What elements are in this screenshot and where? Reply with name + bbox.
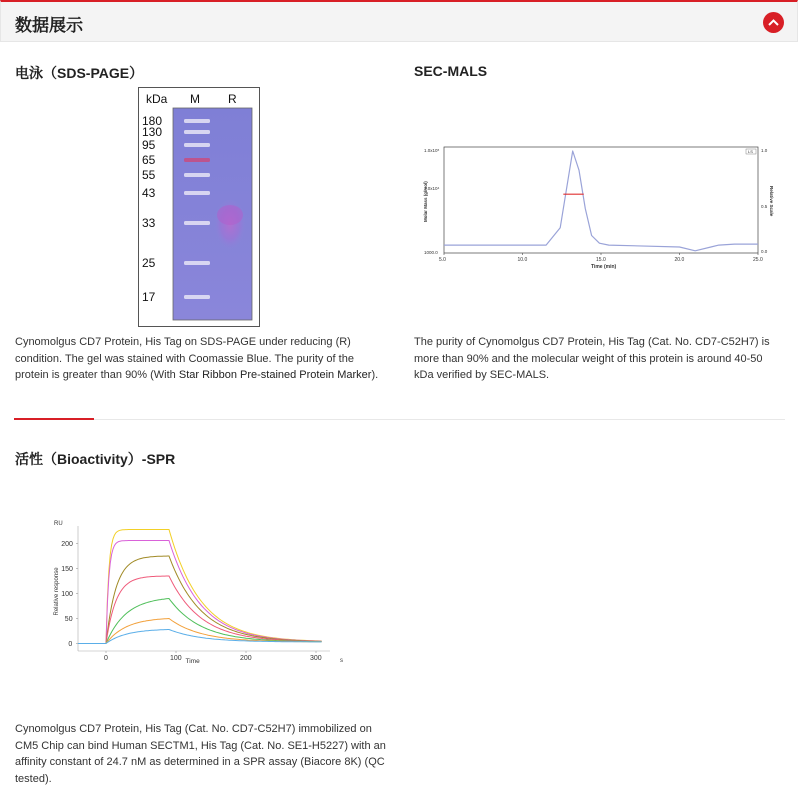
marker-band <box>184 143 210 147</box>
marker-label: 25 <box>142 256 156 270</box>
spr-curve <box>78 630 322 644</box>
spr-caption: Cynomolgus CD7 Protein, His Tag (Cat. No. CD7-C52H7) immobilized on CM5 Chip can bind Human SECTM1, His Tag (Cat. No. SE1-H5227) with an affinity constant of 24.7 nM as determined in a SPR assay (Biacore 8K) (QC tested). <box>15 723 386 785</box>
spr-y-tick: 0 <box>68 641 73 648</box>
spr-title: 活性（Bioactivity）-SPR <box>15 451 176 467</box>
marker-label: 130 <box>142 125 163 139</box>
sec-y-tick-right: 0.5 <box>761 204 768 209</box>
sec-x-tick: 10.0 <box>517 257 528 263</box>
spr-x-label: Time <box>185 658 200 665</box>
marker-band <box>184 221 210 225</box>
marker-label: 17 <box>142 290 156 304</box>
sds-caption-end: ). <box>371 369 379 381</box>
spr-x-tick: 0 <box>104 655 108 662</box>
marker-band <box>184 261 210 265</box>
sec-x-tick: 20.0 <box>674 257 685 263</box>
marker-band <box>184 158 210 162</box>
marker-link[interactable]: Star Ribbon Pre-stained Protein Marker <box>178 369 372 381</box>
marker-band <box>184 191 210 195</box>
sds-gel-svg <box>138 87 260 327</box>
spr-y-tick: 100 <box>61 591 73 598</box>
sec-x-label: Time (min) <box>591 264 617 270</box>
sec-x-tick: 5.0 <box>439 257 446 263</box>
spr-x-tick: 200 <box>240 655 252 662</box>
sec-y-tick-right: 1.0 <box>761 148 768 153</box>
marker-label: 43 <box>142 186 156 200</box>
sds-caption-text: Cynomolgus CD7 Protein, His Tag on SDS-PAGE under reducing (R) condition. The gel was stained with Coomassie Blue. The purity of the protein is greater than 90% (With <box>15 336 354 381</box>
marker-label: 95 <box>142 138 156 152</box>
marker-label: 65 <box>142 153 156 167</box>
sec-y-label-right: Relative Scale <box>769 186 774 217</box>
marker-label: 180 <box>142 114 163 128</box>
sec-legend-label: LS <box>748 149 753 154</box>
divider-accent <box>14 418 94 420</box>
spr-x-unit: s <box>340 658 343 664</box>
section-title: 数据展示 <box>15 16 83 35</box>
sec-y-tick-right: 0.0 <box>761 249 768 254</box>
collapse-button[interactable] <box>763 12 784 33</box>
sds-page-title: 电泳（SDS-PAGE） <box>15 65 144 81</box>
lane-m-label: M <box>190 92 200 106</box>
marker-band <box>184 173 210 177</box>
sec-x-tick: 25.0 <box>753 257 763 263</box>
spr-y-label: Relative response <box>54 567 60 616</box>
chevron-up-icon <box>763 12 784 33</box>
sec-mals-chart <box>418 140 773 270</box>
section-header <box>0 0 798 42</box>
lane-r-label: R <box>228 92 237 106</box>
spr-x-tick: 300 <box>310 655 322 662</box>
spr-y-tick: 150 <box>61 566 73 573</box>
spr-y-tick: 200 <box>61 541 73 548</box>
marker-band <box>184 119 210 123</box>
sec-y-tick-left: 1.0x10⁴ <box>424 186 440 191</box>
sample-band-core <box>217 205 243 225</box>
spr-x-tick: 100 <box>170 655 182 662</box>
spr-ru-label: RU <box>54 521 63 527</box>
sec-mals-title: SEC-MALS <box>414 63 488 79</box>
marker-band <box>184 295 210 299</box>
spr-svg <box>48 516 353 666</box>
sds-page-caption <box>15 334 380 384</box>
sec-x-tick: 15.0 <box>596 257 606 263</box>
marker-label: 55 <box>142 168 156 182</box>
spr-chart <box>48 516 353 666</box>
sec-y-tick-left: 1.0x10⁵ <box>424 148 440 153</box>
kda-label: kDa <box>146 92 168 106</box>
sec-y-tick-left: 1000.0 <box>424 250 438 255</box>
marker-label: 33 <box>142 216 156 230</box>
sec-y-label-left: Molar Mass (g/mol) <box>423 181 428 222</box>
sec-mals-caption: The purity of Cynomolgus CD7 Protein, His Tag (Cat. No. CD7-C52H7) is more than 90% and the molecular weight of this protein is around 40-50 kDa verified by SEC-MALS. <box>414 336 770 381</box>
spr-y-tick: 50 <box>64 616 73 623</box>
sec-plot-frame <box>444 147 758 253</box>
section-divider <box>14 419 785 420</box>
sec-mals-svg <box>418 140 773 270</box>
marker-band <box>184 130 210 134</box>
sds-page-gel-image <box>138 87 260 327</box>
